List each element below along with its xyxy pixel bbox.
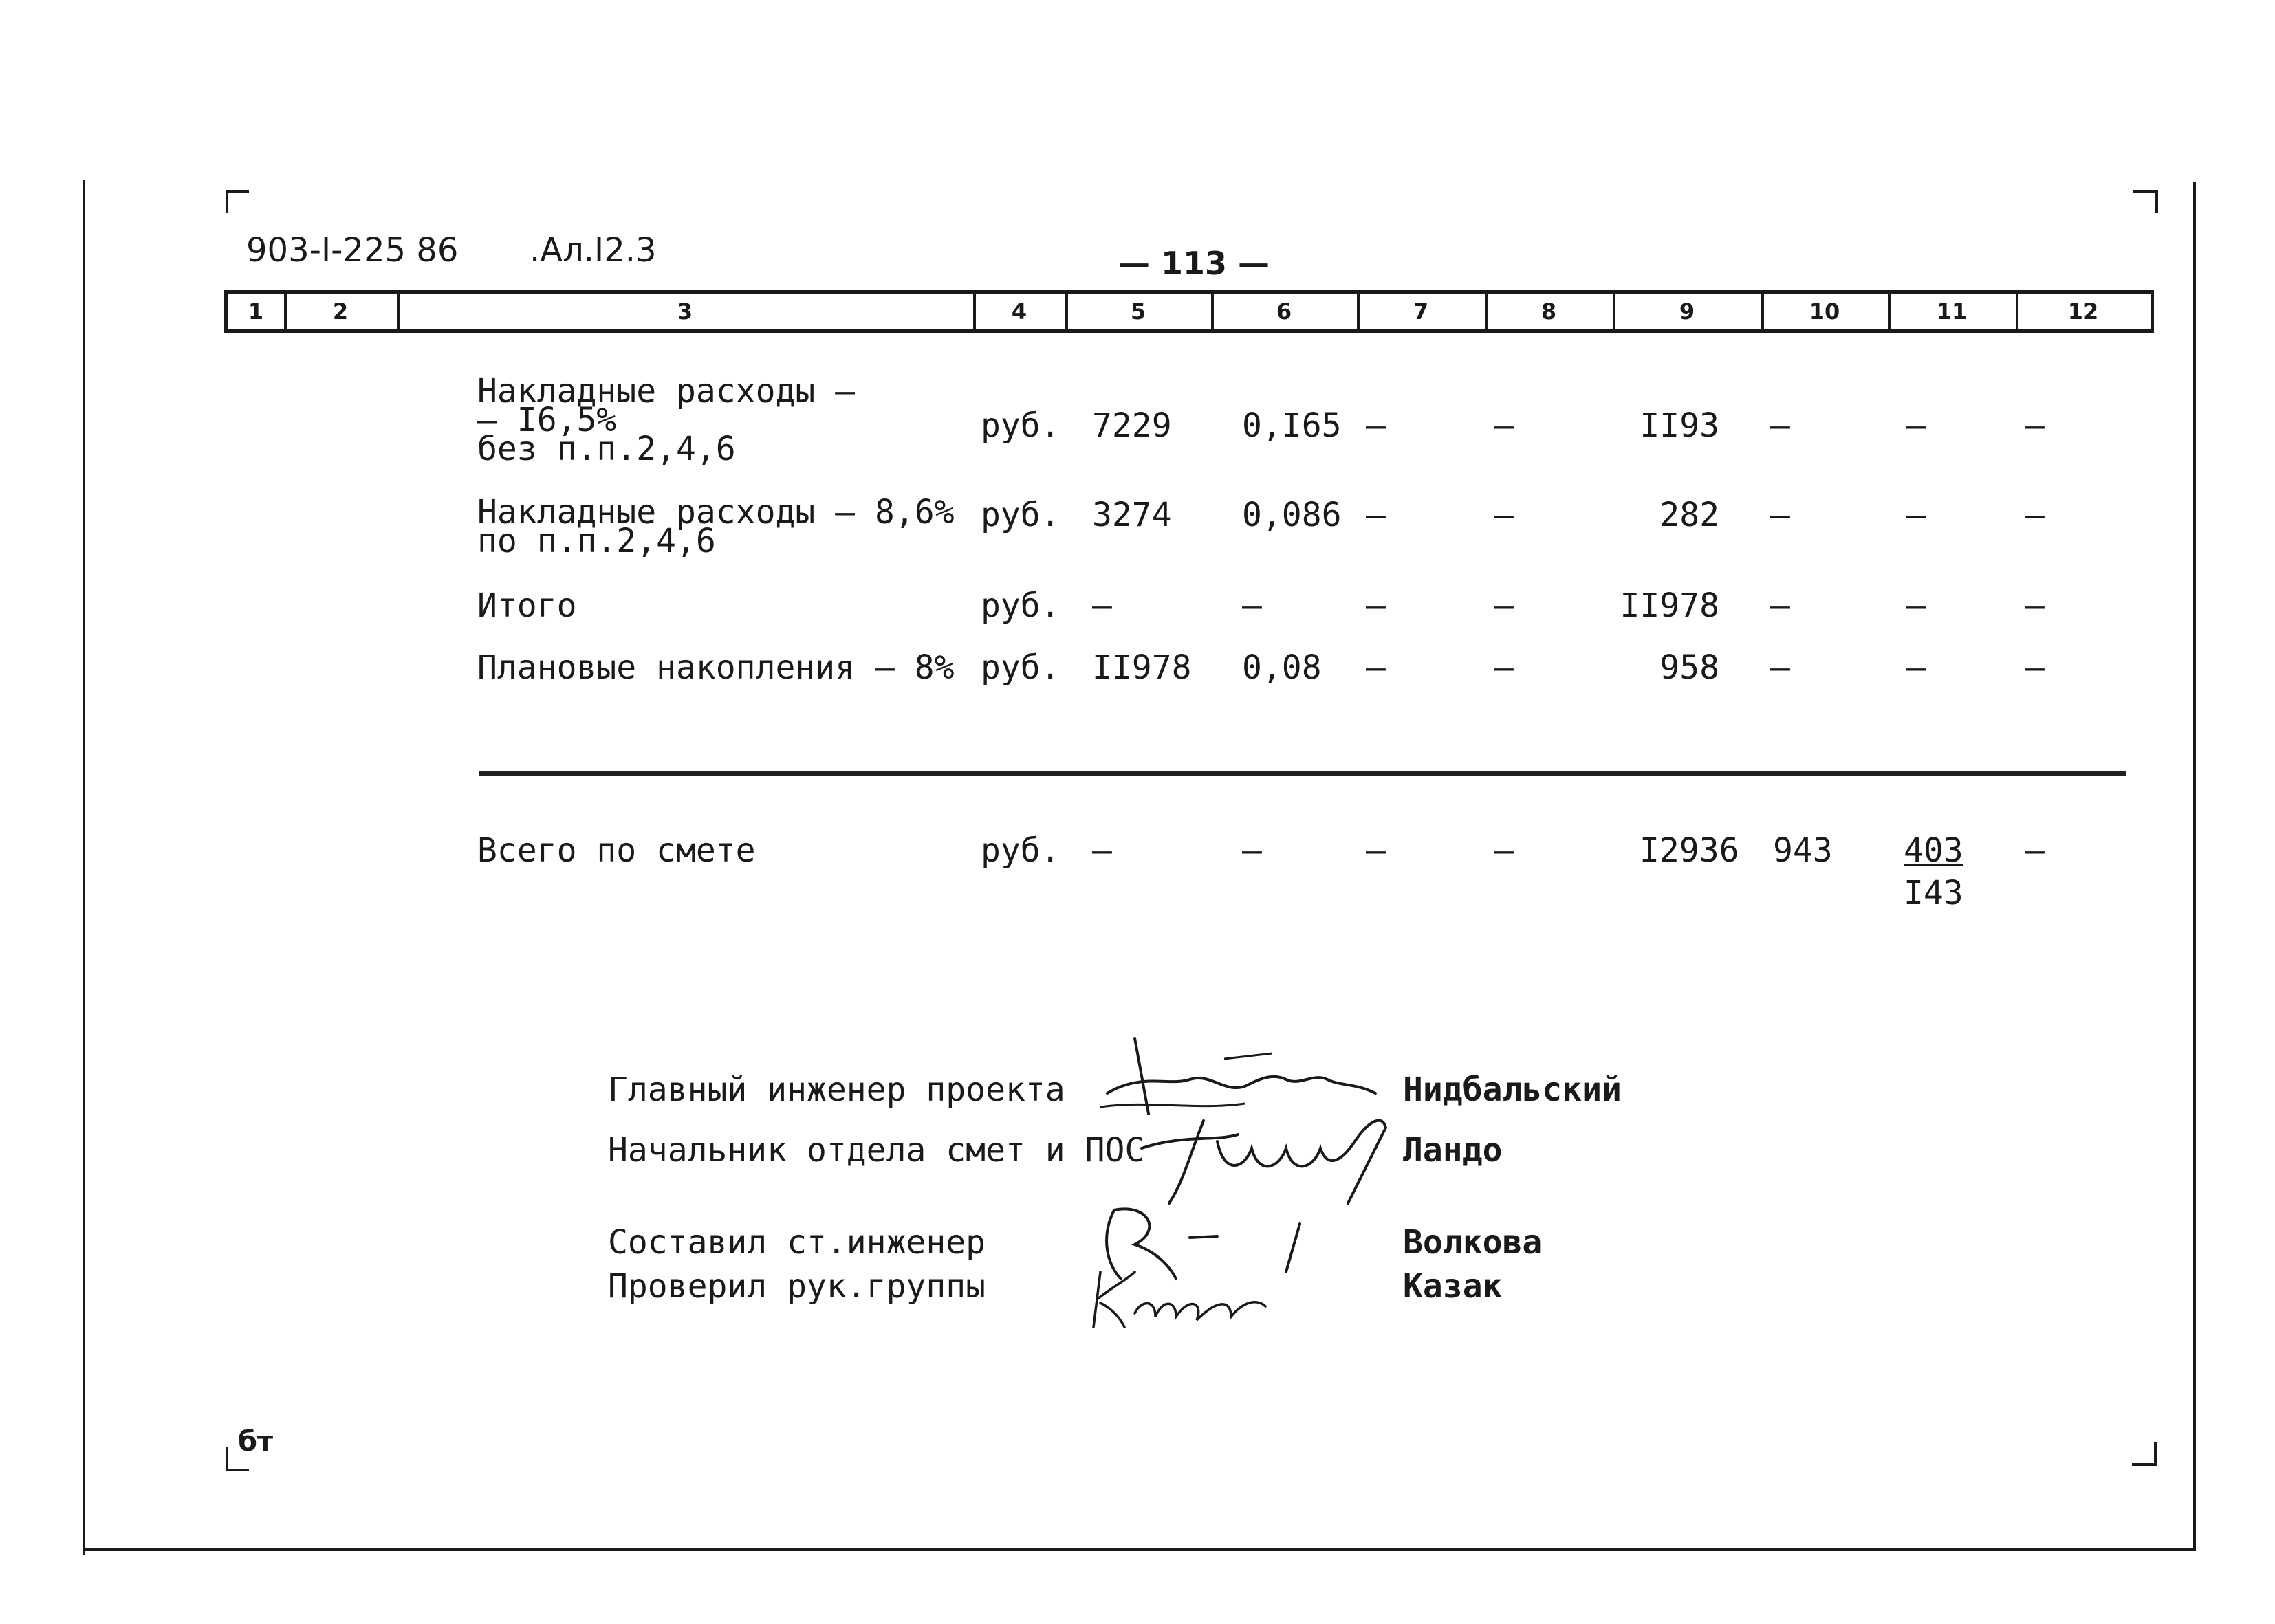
document-code: 903-I-225 86: [246, 231, 459, 270]
col11-cell: –: [1906, 586, 1926, 625]
col5-cell: 3274: [1092, 496, 1172, 534]
col8-cell: –: [1494, 648, 1514, 687]
col7-cell: –: [1366, 831, 1386, 870]
corner-mark-bottom-right-h: [2132, 1463, 2157, 1466]
col6-cell: 0,086: [1242, 496, 1342, 534]
row-name-line: Накладные расходы –: [477, 372, 856, 410]
col12-cell: –: [2025, 496, 2045, 534]
unit-cell: руб.: [981, 496, 1060, 534]
col9-cell: 282: [1659, 496, 1719, 534]
unit-cell: руб.: [981, 648, 1060, 687]
col9-cell: 958: [1659, 648, 1719, 687]
col9-cell: I2936: [1640, 831, 1739, 870]
col6-cell: 0,I65: [1242, 406, 1342, 445]
col10-cell: –: [1770, 648, 1790, 687]
col8-cell: –: [1494, 406, 1514, 445]
column-number: 12: [2067, 298, 2099, 325]
row-name-line: Итого: [477, 586, 577, 625]
row-name-line: Накладные расходы – 8,6%: [477, 493, 955, 531]
col11-cell-bottom: I43: [1904, 874, 1963, 912]
row-name-line: по п.п.2,4,6: [477, 522, 716, 560]
col7-cell: –: [1366, 406, 1386, 445]
row-name-line: без п.п.2,4,6: [477, 430, 736, 468]
total-label: Всего по смете: [477, 831, 756, 870]
frame-left: [83, 180, 85, 1555]
signature-name: Волкова: [1403, 1223, 1543, 1262]
signature-role: Начальник отдела смет и ПОС: [608, 1131, 1145, 1170]
row-name: [477, 650, 955, 685]
signature-name: Нидбальский: [1403, 1071, 1622, 1109]
column-number: 2: [284, 294, 400, 329]
corner-mark-bottom-right-v: [2154, 1442, 2157, 1466]
column-number: 8: [1485, 294, 1615, 329]
signature-role: Составил ст.инженер: [608, 1223, 986, 1262]
unit-cell: руб.: [981, 831, 1060, 870]
column-number: 4: [973, 294, 1068, 329]
row-name: [477, 372, 856, 468]
column-number: 10: [1761, 294, 1891, 329]
signature-role: Проверил рук.группы: [608, 1267, 986, 1306]
col8-cell: –: [1494, 496, 1514, 534]
column-number: 5: [1065, 294, 1214, 329]
total-separator: [479, 771, 2126, 776]
col11-cell: –: [1906, 406, 1926, 445]
handwritten-signature-department-head: [1114, 1100, 1403, 1210]
corner-mark-bottom-left-v: [226, 1447, 228, 1471]
col12-cell: –: [2025, 831, 2045, 870]
col11-cell-top: 403: [1904, 831, 1963, 870]
col7-cell: –: [1366, 496, 1386, 534]
signature-name: Казак: [1403, 1267, 1503, 1306]
column-number: 6: [1211, 294, 1360, 329]
column-number: 3: [397, 294, 976, 329]
corner-mark-top-left-v: [226, 190, 228, 213]
col9-cell: II93: [1640, 406, 1719, 445]
corner-mark-bottom-left-h: [226, 1469, 249, 1471]
row-name-line: Плановые накопления – 8%: [477, 648, 955, 687]
row-name: [477, 586, 577, 625]
col7-cell: –: [1366, 586, 1386, 625]
unit-cell: руб.: [981, 586, 1060, 625]
column-number: 9: [1613, 294, 1764, 329]
col8-cell: –: [1494, 831, 1514, 870]
col7-cell: –: [1366, 648, 1386, 687]
col10-cell: 943: [1773, 831, 1833, 870]
frame-bottom: [83, 1548, 2196, 1551]
signature-role: Главный инженер проекта: [608, 1071, 1065, 1109]
handwritten-signature-group-lead: [1087, 1258, 1293, 1334]
col6-cell: –: [1242, 586, 1262, 625]
col12-cell: –: [2025, 586, 2045, 625]
unit-cell: руб.: [981, 406, 1060, 445]
frame-right: [2193, 182, 2196, 1550]
column-number-strip: [224, 290, 2154, 333]
row-name: [477, 493, 955, 560]
col11-cell: –: [1906, 648, 1926, 687]
col10-cell: –: [1770, 586, 1790, 625]
col12-cell: –: [2025, 648, 2045, 687]
column-number: 7: [1357, 294, 1488, 329]
col10-cell: –: [1770, 496, 1790, 534]
col9-cell: II978: [1620, 586, 1719, 625]
col5-cell: –: [1092, 586, 1112, 625]
page-number: — 113 —: [1118, 245, 1270, 282]
corner-mark-top-left-h: [226, 190, 249, 193]
col8-cell: –: [1494, 586, 1514, 625]
row-name-line: – I6,5%: [477, 401, 617, 439]
column-number: 11: [1888, 294, 2018, 329]
album-reference: .Ал.I2.3: [530, 231, 657, 270]
col6-cell: 0,08: [1242, 648, 1322, 687]
corner-mark-top-right-v: [2155, 190, 2158, 213]
col11-cell: –: [1906, 496, 1926, 534]
col5-cell: –: [1092, 831, 1112, 870]
corner-mark-top-right-h: [2133, 190, 2158, 193]
column-number: 1: [228, 294, 287, 329]
signature-name: Ландо: [1403, 1131, 1503, 1170]
col6-cell: –: [1242, 831, 1262, 870]
col12-cell: –: [2025, 406, 2045, 445]
col5-cell: II978: [1092, 648, 1192, 687]
col5-cell: 7229: [1092, 406, 1172, 445]
corner-mark-text: бт: [238, 1426, 274, 1458]
col10-cell: –: [1770, 406, 1790, 445]
